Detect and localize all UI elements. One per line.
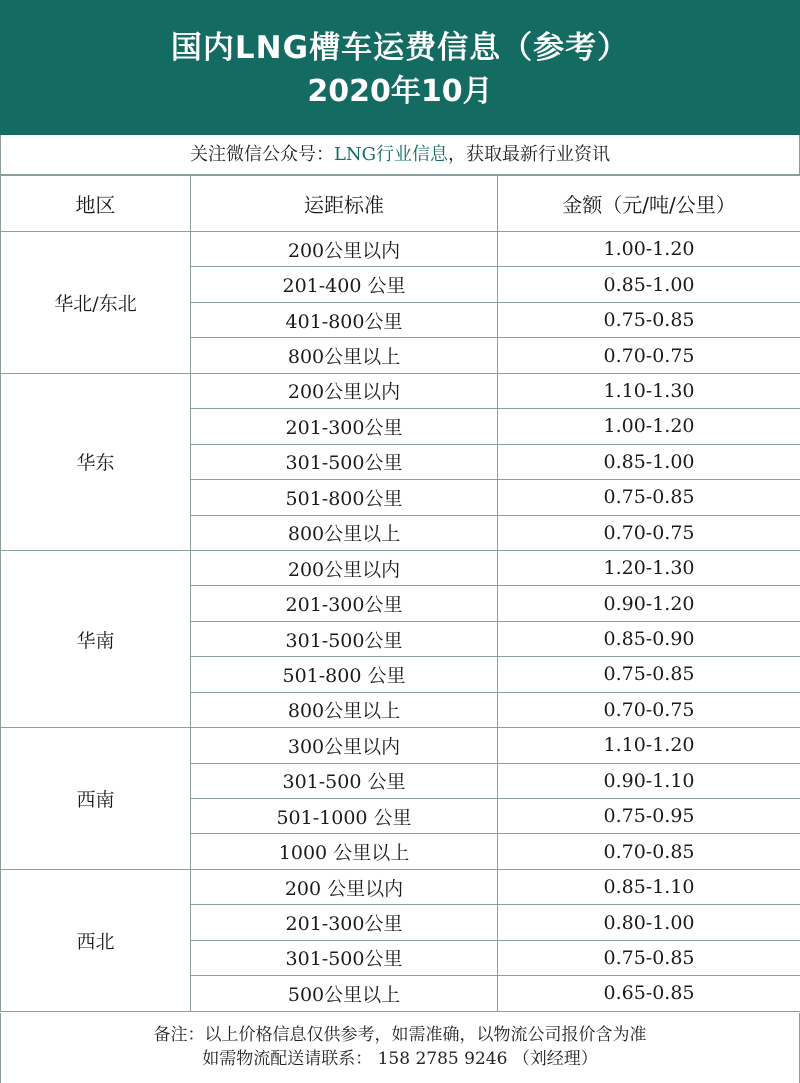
table-row: [1, 550, 800, 585]
table-row: [1, 869, 800, 904]
distance-cell: 301-500公里: [191, 621, 498, 656]
region-cell: 西南: [1, 728, 191, 870]
distance-cell: 200公里以内: [191, 232, 498, 267]
distance-cell: 201-400 公里: [191, 267, 498, 302]
price-cell: 0.90-1.20: [498, 586, 800, 621]
price-cell: 0.70-0.85: [498, 834, 800, 869]
table-row: [1, 373, 800, 408]
column-header-distance: 运距标准: [191, 176, 498, 232]
distance-cell: 200公里以内: [191, 373, 498, 408]
distance-cell: 301-500公里: [191, 444, 498, 479]
table-row: [1, 232, 800, 267]
distance-cell: 1000 公里以上: [191, 834, 498, 869]
price-cell: 0.85-0.90: [498, 621, 800, 656]
price-cell: 0.85-1.00: [498, 444, 800, 479]
table-header-row: [1, 176, 800, 232]
notice-suffix: ，获取最新行业资讯: [448, 144, 611, 165]
column-header-region: 地区: [1, 176, 191, 232]
price-cell: 0.75-0.85: [498, 657, 800, 692]
price-cell: 0.70-0.75: [498, 338, 800, 373]
distance-cell: 201-300公里: [191, 409, 498, 444]
distance-cell: 201-300公里: [191, 905, 498, 940]
distance-cell: 401-800公里: [191, 302, 498, 337]
price-cell: 0.85-1.10: [498, 869, 800, 904]
footer-disclaimer: 备注：以上价格信息仅供参考，如需准确，以物流公司报价含为准: [153, 1025, 647, 1045]
distance-cell: 501-800 公里: [191, 657, 498, 692]
distance-cell: 301-500公里: [191, 940, 498, 975]
price-cell: 0.65-0.85: [498, 976, 800, 1011]
price-cell: 1.10-1.30: [498, 373, 800, 408]
footer-contact: 如需物流配送请联系： 158 2785 9246 （刘经理）: [202, 1049, 598, 1069]
price-cell: 0.80-1.00: [498, 905, 800, 940]
price-cell: 1.10-1.20: [498, 728, 800, 763]
price-cell: 0.75-0.85: [498, 302, 800, 337]
page-title: 国内LNG槽车运费信息（参考）: [170, 30, 630, 66]
footer-note: [0, 1013, 800, 1083]
price-cell: 1.00-1.20: [498, 232, 800, 267]
distance-cell: 500公里以上: [191, 976, 498, 1011]
notice-prefix: 关注微信公众号：: [189, 144, 334, 165]
region-cell: 华南: [1, 550, 191, 727]
region-cell: 西北: [1, 869, 191, 1011]
price-cell: 1.00-1.20: [498, 409, 800, 444]
distance-cell: 800公里以上: [191, 338, 498, 373]
wechat-account-name: LNG行业信息: [333, 144, 449, 165]
price-cell: 0.75-0.85: [498, 480, 800, 515]
distance-cell: 300公里以内: [191, 728, 498, 763]
price-cell: 0.85-1.00: [498, 267, 800, 302]
table-row: [1, 728, 800, 763]
price-cell: 0.90-1.10: [498, 763, 800, 798]
distance-cell: 201-300公里: [191, 586, 498, 621]
rate-table: [0, 175, 800, 1012]
distance-cell: 501-800公里: [191, 480, 498, 515]
page-subtitle-date: 2020年10月: [307, 74, 493, 109]
price-cell: 1.20-1.30: [498, 550, 800, 585]
column-header-price: 金额（元/吨/公里）: [498, 176, 800, 232]
distance-cell: 501-1000 公里: [191, 799, 498, 834]
price-cell: 0.70-0.75: [498, 515, 800, 550]
distance-cell: 301-500 公里: [191, 763, 498, 798]
price-cell: 0.70-0.75: [498, 692, 800, 727]
distance-cell: 800公里以上: [191, 692, 498, 727]
title-banner: [0, 0, 800, 135]
price-cell: 0.75-0.95: [498, 799, 800, 834]
distance-cell: 200公里以内: [191, 550, 498, 585]
table-body: [1, 232, 800, 1012]
region-cell: 华东: [1, 373, 191, 550]
distance-cell: 200 公里以内: [191, 869, 498, 904]
price-cell: 0.75-0.85: [498, 940, 800, 975]
wechat-notice: [0, 135, 800, 175]
distance-cell: 800公里以上: [191, 515, 498, 550]
region-cell: 华北/东北: [1, 232, 191, 374]
